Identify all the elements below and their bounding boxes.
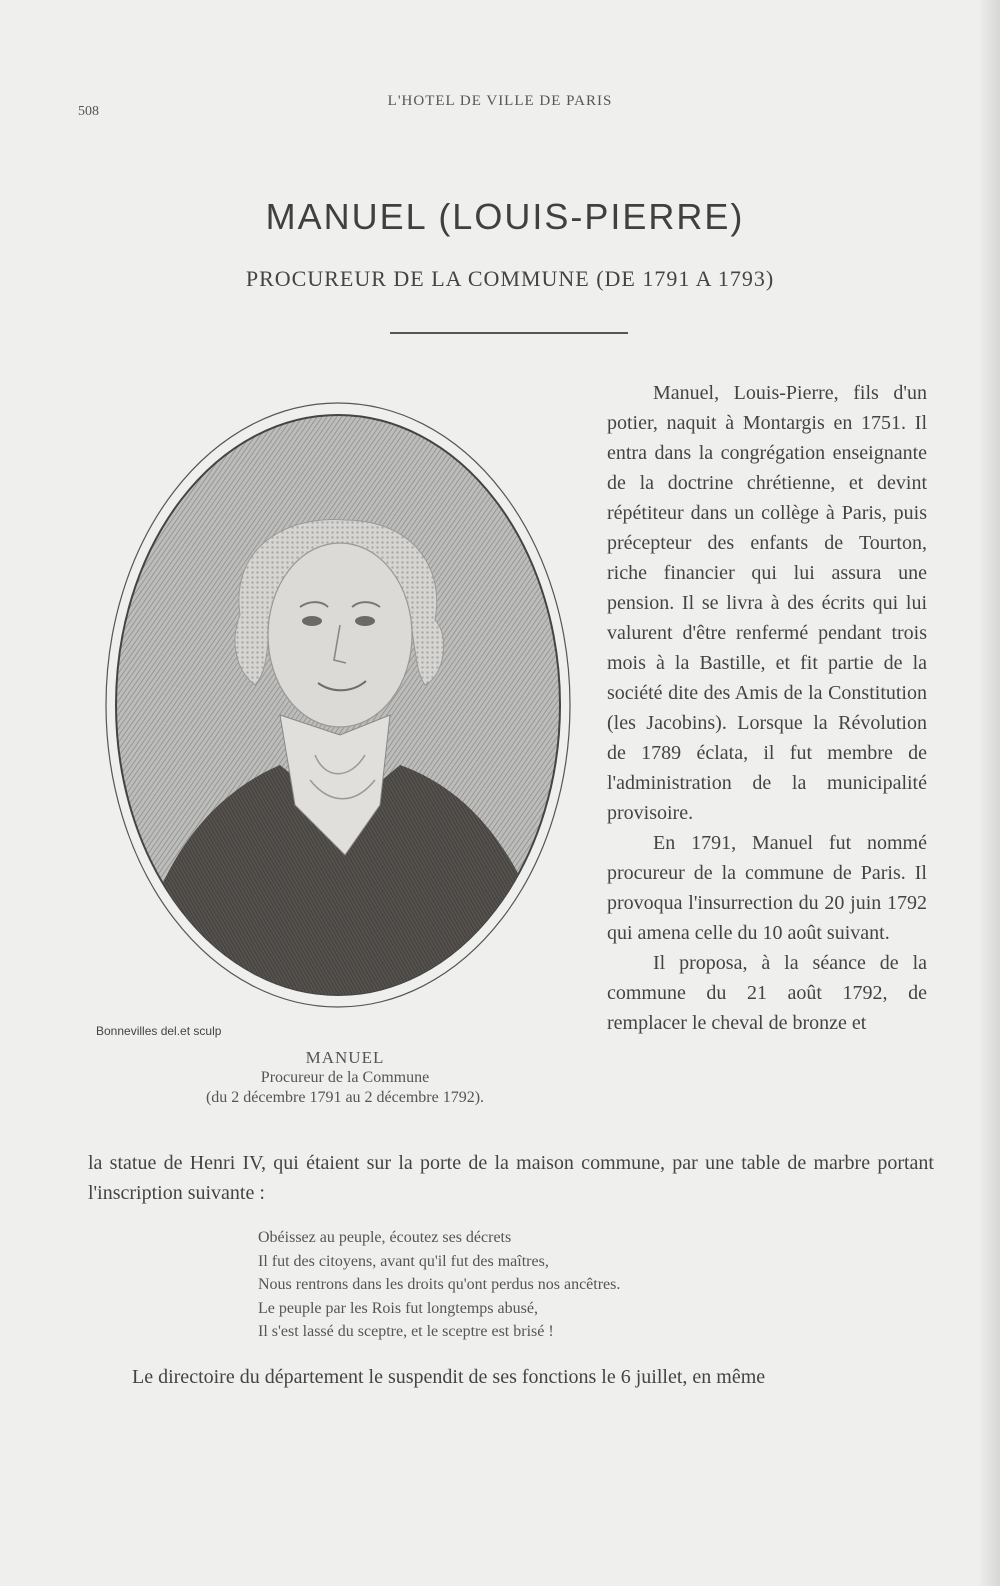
portrait-engraving	[90, 385, 610, 1045]
portrait-caption	[150, 1048, 540, 1108]
verse-line: Obéissez au peuple, écoutez ses décrets	[258, 1229, 512, 1246]
paragraph-2: En 1791, Manuel fut nommé procureur de la commune de Paris. Il provoqua l'insurrection du 20 juin 1792 qui amena celle du 10 août suivant.	[607, 832, 927, 944]
caption-dates: (du 2 décembre 1791 au 2 décembre 1792).	[205, 1089, 485, 1106]
caption-name: MANUEL	[305, 1048, 385, 1067]
right-column-text	[607, 378, 927, 1038]
article-subtitle: PROCUREUR DE LA COMMUNE (DE 1791 A 1793)	[245, 266, 775, 291]
caption-title: Procureur de la Commune	[260, 1069, 430, 1086]
verse-line: Il fut des citoyens, avant qu'il fut des maîtres,	[258, 1252, 549, 1270]
inscription-verse	[258, 1226, 620, 1344]
closing-line: Le directoire du département le suspendit de ses fonctions le 6 juillet, en même	[132, 1366, 766, 1388]
paragraph-3-continued: la statue de Henri IV, qui étaient sur la porte de la maison commune, par une table de marbre portant l'inscription suivante :	[88, 1152, 934, 1204]
running-head: L'HOTEL DE VILLE DE PARIS	[387, 93, 613, 109]
verse-line: Il s'est lassé du sceptre, et le sceptre est brisé !	[258, 1323, 554, 1340]
page-number: 508	[78, 104, 99, 119]
paragraph-1: Manuel, Louis-Pierre, fils d'un potier, naquit à Montargis en 1751. Il entra dans la congrégation enseignante de la doctrine chrétienne, et devint répétiteur dans un collège à Paris, puis précepteur des enfants de Tourton, riche financier qui lui assura une pension. Il se livra à des écrits qui lui valurent d'être renfermé pendant trois mois à la Bastille, et fit partie de la société dite des Amis de la Constitution (les Jacobins). Lorsque la Révolution de 1789 éclata, il fut membre de l'administration de la municipalité provisoire.	[607, 382, 927, 824]
article-title: MANUEL (LOUIS-PIERRE)	[265, 196, 745, 237]
engraver-credit: Bonnevilles del.et sculp	[96, 1024, 222, 1038]
paragraph-3-start: Il proposa, à la séance de la commune du 21 août 1792, de remplacer le cheval de bronze et	[607, 952, 927, 1034]
face-shape	[268, 543, 412, 727]
verse-line: Nous rentrons dans les droits qu'ont perdus nos ancêtres.	[258, 1276, 621, 1293]
verse-line: Le peuple par les Rois fut longtemps abusé,	[258, 1299, 538, 1317]
title-rule	[390, 332, 628, 334]
